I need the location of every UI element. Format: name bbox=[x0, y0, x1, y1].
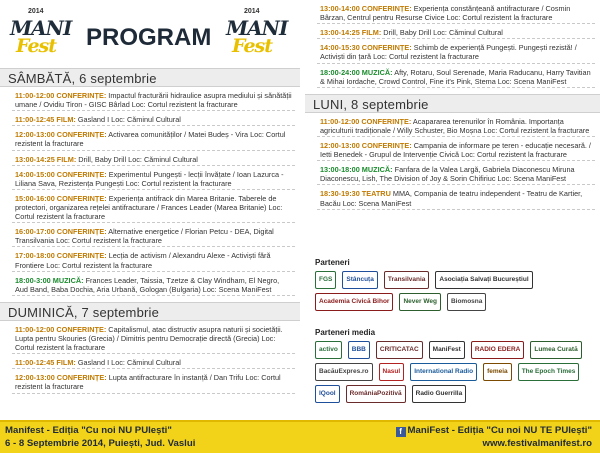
event-item bbox=[12, 154, 295, 166]
event-type: CONFERINȚE: bbox=[56, 251, 107, 261]
partner-logo: Radio Guerrilla bbox=[412, 385, 467, 403]
footer bbox=[0, 420, 600, 453]
event-time: 11:00-12:00 bbox=[15, 91, 55, 100]
saturday-events bbox=[0, 90, 300, 296]
event-type: CONFERINȚE: bbox=[56, 130, 107, 140]
event-text: Capitalismul, atac distructiv asupra naturii și societății. Lupta pentru Skouries (Grecia) / Dimitris pentru Democrație directă (Grecia) Loc: Cortul rezistent la fracturare bbox=[15, 324, 283, 353]
event-text: Gasland I Loc: Căminul Cultural bbox=[77, 115, 181, 125]
partner-logo: RADIO EDERA bbox=[471, 341, 525, 359]
event-text: Activarea comunităților / Matei Budeș - Vira Loc: Cortul rezistent la fracturare bbox=[15, 130, 286, 149]
partner-logo: IQool bbox=[315, 385, 340, 403]
event-item bbox=[12, 169, 295, 190]
event-item bbox=[317, 42, 595, 63]
partner-logo: BBB bbox=[348, 341, 370, 359]
event-time: 14:00-15:30 bbox=[320, 43, 360, 53]
event-item bbox=[12, 129, 295, 150]
event-text: Experimentul Pungești - lecții învățate / Ioan Lazurca - Liliana Sava, Rezistența Pungești Loc: Cortul rezistent la fracturare bbox=[15, 169, 284, 188]
event-text: Lecția de activism / Alexandru Alexe - Activiști fără Frontiere Loc: Cortul rezistent la fracturare bbox=[15, 251, 271, 270]
logo-word-mani: MANI bbox=[10, 16, 72, 40]
event-type: CONFERINȚE: bbox=[361, 4, 412, 13]
event-text: Afty, Rotaru, Soul Serenade, Maria Raducanu, Harry Tavitian & Mihai Iordache, Crowd Control, Fine it's Pink, Stema Loc: Scena ManiFest bbox=[320, 67, 591, 86]
page-title: PROGRAM bbox=[86, 24, 212, 51]
logo-year: 2014 bbox=[244, 8, 260, 15]
partners-section bbox=[305, 258, 600, 311]
event-type: CONFERINȚE: bbox=[56, 169, 107, 179]
day-heading-monday: LUNI, 8 septembrie bbox=[305, 94, 600, 113]
partner-logo: Academia Civică Bihor bbox=[315, 293, 393, 311]
event-time: 11:00-12:45 bbox=[15, 115, 55, 125]
facebook-icon: f bbox=[396, 427, 406, 437]
event-type: CONFERINȚE: bbox=[56, 91, 107, 100]
event-time: 11:00-12:00 bbox=[15, 324, 55, 334]
event-type: CONFERINȚE: bbox=[56, 193, 107, 203]
event-text: Campania de informare pe teren - educație necesară. / Ietti Benedek - Grupul de Intervenție Civică Loc: Cortul rezistent la fracturare bbox=[320, 140, 591, 160]
event-time: 13:00-14:00 bbox=[320, 4, 360, 13]
facebook-label: ManiFest - Ediția "Cu noi NU TE PUIești" bbox=[407, 425, 592, 436]
right-column bbox=[305, 0, 600, 210]
event-time: 12:00-13:00 bbox=[15, 373, 55, 383]
event-time: 17:00-18:00 bbox=[15, 251, 55, 261]
event-text: MMA, Compania de teatru independent - Teatru de Kartier, Bacău Loc: Scena ManiFest bbox=[320, 189, 583, 208]
event-item bbox=[12, 193, 295, 223]
monday-events bbox=[305, 116, 600, 210]
partner-logo: activo bbox=[315, 341, 342, 359]
logo-word-fest: Fest bbox=[16, 35, 57, 57]
partners-title: Parteneri bbox=[315, 258, 350, 267]
manifest-logo-right bbox=[222, 8, 300, 62]
event-item bbox=[12, 372, 295, 393]
sunday-events-right bbox=[305, 3, 600, 88]
event-time: 13:00-14:25 bbox=[15, 154, 55, 164]
event-item bbox=[12, 114, 295, 126]
partner-logo: RomâniaPozitivă bbox=[346, 385, 406, 403]
footer-edition: Manifest - Ediția "Cu noi NU PUIești" bbox=[5, 425, 172, 436]
event-text: Drill, Baby Drill Loc: Căminul Cultural bbox=[78, 154, 198, 164]
event-type: CONFERINȚE: bbox=[361, 140, 412, 150]
footer-right bbox=[396, 425, 592, 451]
event-item bbox=[317, 140, 595, 161]
event-time: 13:00-14:25 bbox=[320, 28, 360, 38]
event-text: Experiența constănțeană antifracturare / Cosmin Bârzan, Centrul pentru Resurse Civice Loc: Cortul rezistent la fracturare bbox=[320, 4, 571, 23]
event-text: Alternative energetice / Florian Petcu - DEA, Digital Transilvania Loc: Cortul rezistent la fracturare bbox=[15, 227, 274, 246]
event-type: MUZICĂ: bbox=[361, 67, 393, 77]
event-text: Drill, Baby Drill Loc: Căminul Cultural bbox=[383, 28, 503, 38]
event-item bbox=[12, 357, 295, 369]
partner-logo: Lumea Curată bbox=[530, 341, 581, 359]
media-partners-logos bbox=[315, 341, 590, 403]
partner-logo: BacăuExpres.ro bbox=[315, 363, 373, 381]
event-time: 14:00-15:00 bbox=[15, 169, 55, 179]
event-text: Acapararea terenurilor în România. Importanța agriculturii tradiționale / Willy Schuster, Bio Moșna Loc: Cortul rezistent la fracturare bbox=[320, 116, 590, 135]
media-partners-section bbox=[305, 328, 600, 403]
event-item bbox=[317, 67, 595, 88]
event-text: Impactul fracturării hidraulice asupra mediului și sănătății umane / Ovidiu Tiron - GISC Bârlad Loc: Cortul rezistent la fracturare bbox=[15, 91, 292, 110]
event-item bbox=[317, 27, 595, 39]
event-time: 18:00-24:00 bbox=[320, 67, 360, 77]
event-type: CONFERINȚE: bbox=[56, 373, 107, 383]
logo-word-fest: Fest bbox=[232, 35, 273, 57]
partner-logo: Transilvania bbox=[384, 271, 430, 289]
media-partners-title: Parteneri media bbox=[315, 328, 376, 337]
partner-logo: FGS bbox=[315, 271, 336, 289]
event-item bbox=[12, 324, 295, 354]
event-time: 12:00-13:00 bbox=[320, 140, 360, 150]
partner-logo: Nasul bbox=[379, 363, 405, 381]
event-item bbox=[12, 250, 295, 271]
partner-logo: femeia bbox=[483, 363, 512, 381]
event-time: 12:00-13:00 bbox=[15, 130, 55, 140]
event-type: CONFERINȚE: bbox=[56, 324, 107, 334]
event-time: 13:00-18:00 bbox=[320, 165, 360, 175]
event-type: CONFERINȚE: bbox=[56, 227, 107, 237]
event-type: TEATRU bbox=[361, 189, 391, 199]
event-text: Frances Leader, Taissia, Tzetze & Clay Windham, El Negro, Aud Band, Baba Dochia, Aria Urbană, Gologan (Bulgaria) Loc: Scena ManiFest bbox=[15, 275, 280, 294]
partners-logos bbox=[315, 271, 590, 311]
event-type: FILM: bbox=[56, 358, 76, 368]
sunday-events-left bbox=[0, 324, 300, 394]
event-time: 15:00-16:00 bbox=[15, 193, 55, 203]
event-type: MUZICĂ: bbox=[361, 165, 393, 175]
event-time: 11:00-12:45 bbox=[15, 358, 55, 368]
partner-logo: The Epoch Times bbox=[518, 363, 580, 381]
event-time: 18:30-19:30 bbox=[320, 189, 360, 199]
partner-logo: Asociația Salvați Bucureștiul bbox=[435, 271, 532, 289]
event-text: Schimb de experiență Pungești. Pungești rezistă! / Activiști din țară Loc: Cortul rezistent la fracturare bbox=[320, 43, 577, 62]
event-item bbox=[12, 275, 295, 296]
event-type: CONFERINȚE: bbox=[361, 43, 412, 53]
event-item bbox=[12, 226, 295, 247]
event-item bbox=[317, 188, 595, 209]
event-text: Fanfara de la Valea Largă, Gabriela Diaconescu Miruna Diaconescu, Lish, The Division of Joy & Sorin Chifiriuc Loc: Scena ManiFest bbox=[320, 165, 575, 184]
logo-word-mani: MANI bbox=[226, 16, 288, 40]
day-heading-sunday: DUMINICĂ, 7 septembrie bbox=[0, 302, 300, 321]
event-item bbox=[317, 116, 595, 137]
event-item bbox=[317, 164, 595, 185]
day-heading-saturday: SÂMBĂTĂ, 6 septembrie bbox=[0, 68, 300, 87]
footer-dates: 6 - 8 Septembrie 2014, Puiești, Jud. Vaslui bbox=[5, 437, 196, 449]
event-text: Lupta antifracturare în instanță / Dan Trifu Loc: Cortul rezistent la fracturare bbox=[15, 373, 281, 392]
event-type: MUZICĂ: bbox=[52, 275, 84, 285]
footer-left bbox=[5, 425, 195, 451]
event-type: FILM: bbox=[56, 115, 76, 125]
manifest-logo-left bbox=[6, 8, 84, 62]
event-type: FILM: bbox=[56, 154, 77, 164]
event-time: 11:00-12:00 bbox=[320, 116, 360, 126]
partner-logo: CRITICATAC bbox=[376, 341, 423, 359]
event-time: 18:00-3:00 bbox=[15, 275, 51, 285]
event-item bbox=[12, 90, 295, 111]
event-time: 16:00-17:00 bbox=[15, 227, 55, 237]
partner-logo: Never Weg bbox=[399, 293, 440, 311]
left-column bbox=[0, 0, 300, 394]
footer-url[interactable]: www.festivalmanifest.ro bbox=[482, 437, 592, 449]
footer-facebook[interactable] bbox=[396, 425, 592, 438]
partner-logo: Stâncuța bbox=[342, 271, 377, 289]
header bbox=[0, 0, 300, 68]
event-text: Experiența antifrack din Marea Britanie. Taberele de protectori, organizarea rețelei antifracturare / Frances Leader (Marea Britanie) Loc: Cortul rezistent la fracturare bbox=[15, 193, 283, 222]
event-item bbox=[317, 3, 595, 24]
partner-logo: ManiFest bbox=[429, 341, 465, 359]
event-type: CONFERINȚE: bbox=[361, 116, 412, 126]
event-text: Gasland I Loc: Căminul Cultural bbox=[77, 358, 181, 368]
event-type: FILM: bbox=[361, 28, 382, 38]
partner-logo: International Radio bbox=[410, 363, 477, 381]
partner-logo: Biomosna bbox=[447, 293, 486, 311]
logo-year: 2014 bbox=[28, 8, 44, 15]
